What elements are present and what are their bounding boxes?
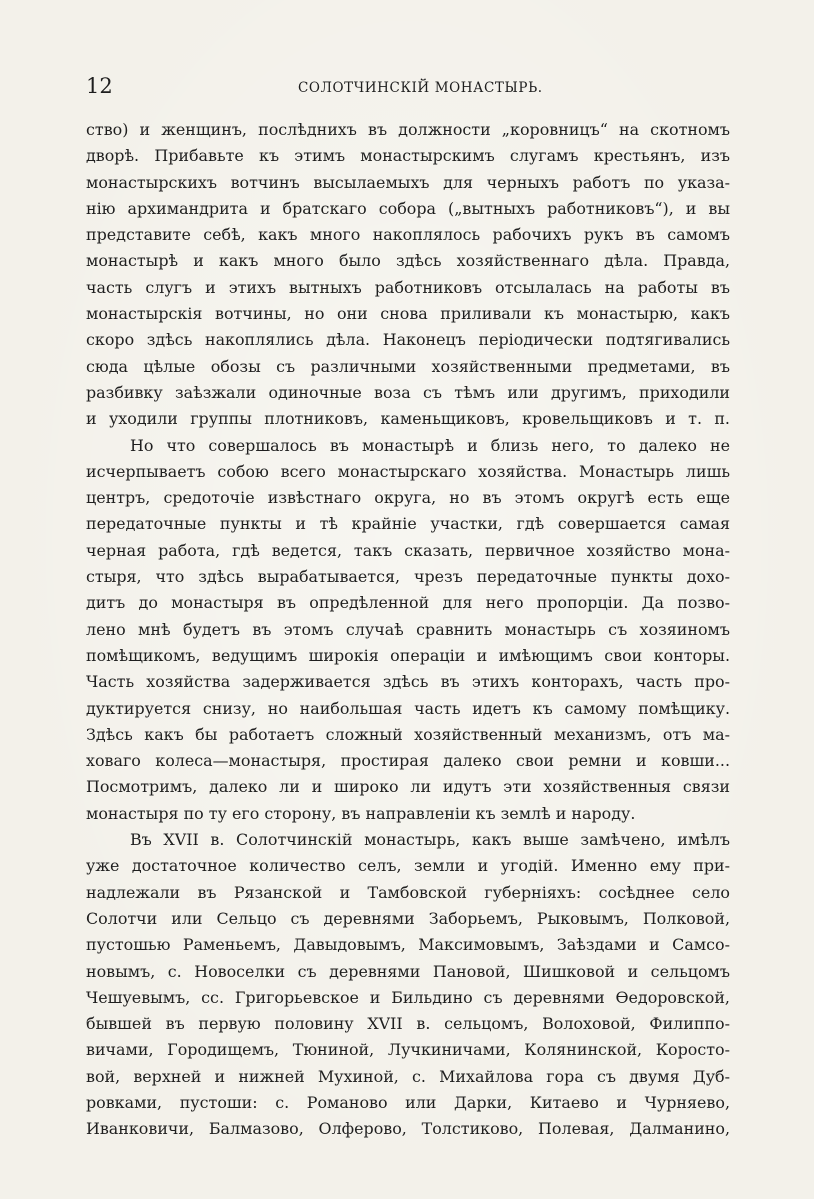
text-line: исчерпываетъ собою всего монастырскаго хозяйства. Монастырь лишь [86, 461, 730, 481]
text-line: ровками, пустоши: с. Романово или Дарки, Китаево и Чурняево, [86, 1092, 730, 1112]
text-line: центръ, средоточіе извѣстнаго округа, но въ этомъ округѣ есть еще [86, 488, 730, 508]
text-line: пустошью Раменьемъ, Давыдовымъ, Максимовымъ, Заѣздами и Самсо- [86, 935, 730, 955]
text-line: Посмотримъ, далеко ли и широко ли идутъ эти хозяйственныя связи [86, 777, 730, 797]
text-line: дуктируется снизу, но наибольшая часть идетъ къ самому помѣщику. [86, 698, 730, 718]
text-line: монастырскія вотчины, но они снова приливали къ монастырю, какъ [86, 304, 730, 324]
text-line: дворѣ. Прибавьте къ этимъ монастырскимъ слугамъ крестьянъ, изъ [86, 146, 730, 166]
body-text [86, 117, 730, 1143]
text-line: новымъ, с. Новоселки съ деревнями Пановой, Шишковой и сельцомъ [86, 961, 730, 981]
text-line: вой, верхней и нижней Мухиной, с. Михайлова гора съ двумя Дуб- [86, 1066, 730, 1086]
text-line: Солотчи или Сельцо съ деревнями Заборьемъ, Рыковымъ, Полковой, [86, 908, 730, 928]
text-line: Иванковичи, Балмазово, Олферово, Толстиково, Полевая, Далманино, [86, 1119, 730, 1139]
page-number: 12 [86, 74, 113, 98]
text-line: скоро здѣсь накоплялись дѣла. Наконецъ періодически подтягивались [86, 330, 730, 350]
text-line: Чешуевымъ, сс. Григорьевское и Бильдино съ деревнями Ѳедоровской, [86, 987, 730, 1007]
text-line: уже достаточное количество селъ, земли и угодій. Именно ему при- [86, 856, 730, 876]
text-line: представите себѣ, какъ много накоплялось рабочихъ рукъ въ самомъ [86, 225, 730, 245]
text-line: ство) и женщинъ, послѣднихъ въ должности „коровницъ“ на скотномъ [86, 120, 730, 139]
text-line: Здѣсь какъ бы работаетъ сложный хозяйственный механизмъ, отъ ма- [86, 724, 730, 744]
text-line: бывшей въ первую половину XVII в. сельцомъ, Волоховой, Филиппо- [86, 1014, 730, 1034]
text-line: лено мнѣ будетъ въ этомъ случаѣ сравнить монастырь съ хозяиномъ [86, 619, 730, 639]
text-line: и уходили группы плотниковъ, каменьщиковъ, кровельщиковъ и т. п. [86, 409, 730, 429]
text-line: часть слугъ и этихъ вытныхъ работниковъ отсылалась на работы въ [86, 277, 730, 297]
running-title: СОЛОТЧИНСКІЙ МОНАСТЫРЬ. [298, 80, 543, 96]
text-line: надлежали въ Рязанской и Тамбовской губерніяхъ: сосѣднее село [86, 882, 730, 902]
page-header [86, 74, 726, 102]
text-line: монастырскихъ вотчинъ высылаемыхъ для черныхъ работъ по указа- [86, 172, 730, 192]
text-line: черная работа, гдѣ ведется, такъ сказать, первичное хозяйство мона- [86, 540, 730, 560]
text-line: дитъ до монастыря въ опредѣленной для него пропорціи. Да позво- [86, 593, 730, 613]
text-line: сюда цѣлые обозы съ различными хозяйственными предметами, въ [86, 356, 730, 376]
text-line: вичами, Городищемъ, Тюниной, Лучкиничами, Колянинской, Коросто- [86, 1040, 730, 1060]
text-line: монастыря по ту его сторону, въ направленіи къ землѣ и народу. [86, 803, 636, 823]
text-line: Часть хозяйства задерживается здѣсь въ этихъ конторахъ, часть про- [86, 672, 730, 692]
text-line: Но что совершалось въ монастырѣ и близь него, то далеко не [130, 435, 730, 455]
text-line: ховаго колеса—монастыря, простирая далеко свои ремни и ковши... [86, 751, 730, 771]
text-line: нію архимандрита и братскаго собора („вытныхъ работниковъ“), и вы [86, 198, 730, 218]
text-line: монастырѣ и какъ много было здѣсь хозяйственнаго дѣла. Правда, [86, 251, 730, 271]
text-line: разбивку заѣзжали одиночные воза съ тѣмъ или другимъ, приходили [86, 382, 730, 402]
text-line: передаточные пункты и тѣ крайніе участки, гдѣ совершается самая [86, 514, 730, 534]
text-line: Въ XVII в. Солотчинскій монастырь, какъ выше замѣчено, имѣлъ [130, 830, 730, 850]
text-line: помѣщикомъ, ведущимъ широкія операціи и имѣющимъ свои конторы. [86, 645, 730, 665]
text-line: стыря, что здѣсь вырабатывается, чрезъ передаточные пункты дохо- [86, 567, 730, 587]
